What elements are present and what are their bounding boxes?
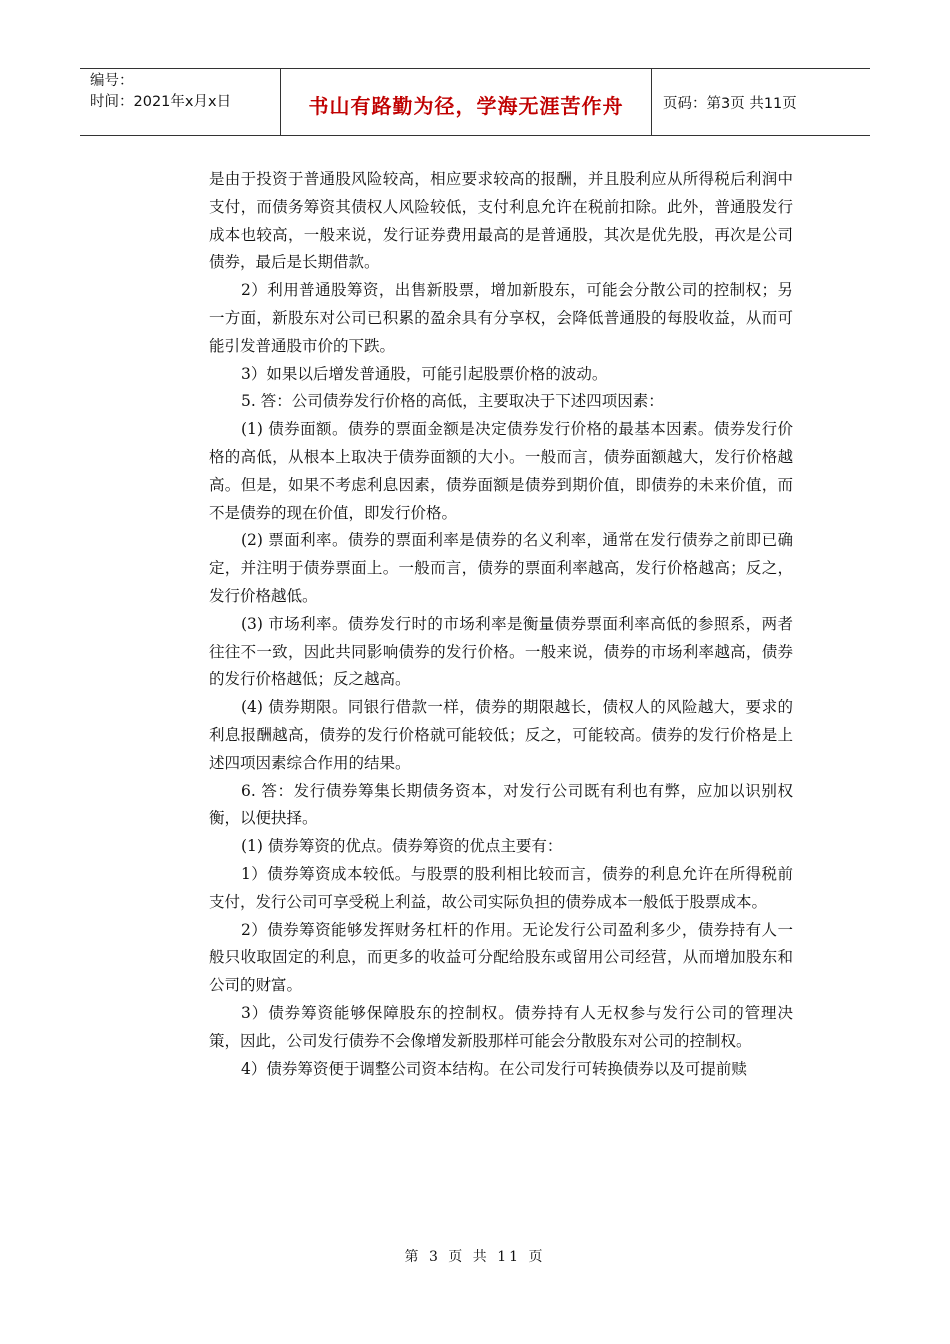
header-motto: 书山有路勤为径，学海无涯苦作舟 <box>308 93 624 118</box>
body-paragraph: (4) 债券期限。同银行借款一样，债券的期限越长，债权人的风险越大，要求的利息报酬越高，债券的发行价格就可能较低；反之，可能较高。债券的发行价格是上述四项因素综合作用的结果。 <box>209 698 793 772</box>
body-paragraph: (2) 票面利率。债券的票面利率是债券的名义利率，通常在发行债券之前即已确定，并注明于债券票面上。一般而言，债券的票面利率越高，发行价格越高；反之，发行价格越低。 <box>209 531 793 605</box>
body-paragraph: 3）债券筹资能够保障股东的控制权。债券持有人无权参与发行公司的管理决策，因此，公司发行债券不会像增发新股那样可能会分散股东对公司的控制权。 <box>209 1003 793 1050</box>
body-paragraph: (3) 市场利率。债券发行时的市场利率是衡量债券票面利率高低的参照系，两者往往不一致，因此共同影响债券的发行价格。一般来说，债券的市场利率越高，债券的发行价格越低；反之越高。 <box>209 614 793 689</box>
body-paragraph: 6. 答：发行债券筹集长期债务资本，对发行公司既有利也有弊，应加以识别权衡，以便抉择。 <box>209 781 793 828</box>
body-paragraph: (1) 债券面额。债券的票面金额是决定债券发行价格的最基本因素。债券发行价格的高低，从根本上取决于债券面额的大小。一般而言，债券面额越大，发行价格越高。但是，如果不考虑利息因素，债券面额是债券到期价值，即债券的未来价值，而不是债券的现在价值，即发行价格。 <box>209 420 793 522</box>
document-body <box>209 166 793 1083</box>
footer-page-number: 第 3 页 共 11 页 <box>404 1249 546 1265</box>
body-paragraph: (1) 债券筹资的优点。债券筹资的优点主要有： <box>241 837 563 856</box>
page-footer <box>0 1246 950 1266</box>
header-motto-cell <box>281 69 652 135</box>
document-date-label: 时间：2021年x月x日 <box>90 94 232 110</box>
body-paragraph: 是由于投资于普通股风险较高，相应要求较高的报酬，并且股利应从所得税后利润中支付，而债务筹资其债权人风险较低，支付利息允许在税前扣除。此外，普通股发行成本也较高，一般来说，发行证券费用最高的是普通股，其次是优先股，再次是公司债券，最后是长期借款。 <box>209 170 793 272</box>
body-paragraph: 2）利用普通股筹资，出售新股票，增加新股东，可能会分散公司的控制权；另一方面，新股东对公司已积累的盈余具有分享权，会降低普通股的每股收益，从而可能引发普通股市价的下跌。 <box>209 281 793 355</box>
body-paragraph: 5. 答：公司债券发行价格的高低，主要取决于下述四项因素： <box>241 392 664 411</box>
header-meta-cell <box>80 69 281 135</box>
document-header <box>80 68 870 136</box>
header-page-label: 页码：第3页 共11页 <box>663 95 797 112</box>
document-number-label: 编号： <box>90 73 134 89</box>
body-paragraph: 1）债券筹资成本较低。与股票的股利相比较而言，债券的利息允许在所得税前支付，发行公司可享受税上利益，故公司实际负担的债券成本一般低于股票成本。 <box>209 864 793 911</box>
body-paragraph: 4）债券筹资便于调整公司资本结构。在公司发行可转换债券以及可提前赎 <box>241 1059 747 1078</box>
header-page-cell <box>652 69 870 135</box>
body-paragraph: 2）债券筹资能够发挥财务杠杆的作用。无论发行公司盈利多少，债券持有人一般只收取固定的利息，而更多的收益可分配给股东或留用公司经营，从而增加股东和公司的财富。 <box>209 920 793 995</box>
body-paragraph: 3）如果以后增发普通股，可能引起股票价格的波动。 <box>241 364 608 383</box>
